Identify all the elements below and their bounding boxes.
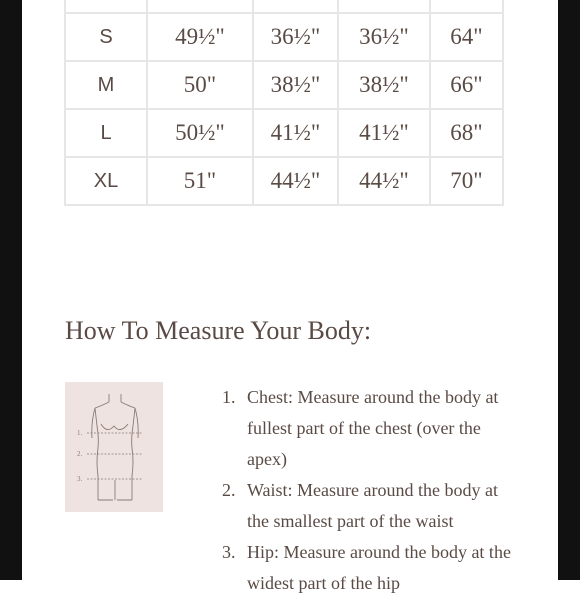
step-text: Waist: Measure around the body at the smallest part of the waist <box>247 480 498 531</box>
table-row <box>65 13 503 61</box>
measurement-cell: 68" <box>430 109 503 157</box>
table-row <box>65 0 503 13</box>
product-description-page[interactable] <box>22 0 558 593</box>
table-row <box>65 157 503 205</box>
step-number: 3. <box>222 542 236 562</box>
list-item <box>222 475 522 537</box>
device-frame-right <box>558 0 580 580</box>
device-frame-left <box>0 0 22 580</box>
measurement-cell: 66" <box>430 61 503 109</box>
measurement-steps-list <box>222 382 522 599</box>
step-number: 1. <box>222 387 236 407</box>
size-label: XL <box>65 157 147 205</box>
table-row <box>65 109 503 157</box>
diagram-label: 1. <box>77 429 83 437</box>
measurement-cell: 36½" <box>338 13 430 61</box>
body-measurement-diagram <box>65 382 163 512</box>
size-label: L <box>65 109 147 157</box>
measurement-cell: 49½" <box>147 13 253 61</box>
measurement-cell: 44½" <box>338 157 430 205</box>
table-cell-empty <box>338 0 430 13</box>
size-label: S <box>65 13 147 61</box>
step-text: Hip: Measure around the body at the widest part of the hip <box>247 542 511 593</box>
diagram-label: 3. <box>77 475 83 483</box>
step-text: Chest: Measure around the body at fullest part of the chest (over the apex) <box>247 387 499 469</box>
measurement-cell: 38½" <box>253 61 338 109</box>
measurement-cell: 38½" <box>338 61 430 109</box>
table-cell-empty <box>65 0 147 13</box>
measurement-cell: 36½" <box>253 13 338 61</box>
table-cell-empty <box>147 0 253 13</box>
measurement-cell: 51" <box>147 157 253 205</box>
table-row <box>65 61 503 109</box>
diagram-label: 2. <box>77 450 83 458</box>
list-item <box>222 537 522 599</box>
measurement-cell: 70" <box>430 157 503 205</box>
table-cell-empty <box>430 0 503 13</box>
measurement-cell: 41½" <box>253 109 338 157</box>
measurement-cell: 64" <box>430 13 503 61</box>
measurement-cell: 50" <box>147 61 253 109</box>
section-heading: How To Measure Your Body: <box>65 316 372 345</box>
list-item <box>222 382 522 475</box>
size-chart-table <box>64 0 504 206</box>
measurement-cell: 44½" <box>253 157 338 205</box>
measurement-cell: 50½" <box>147 109 253 157</box>
measurement-cell: 41½" <box>338 109 430 157</box>
table-cell-empty <box>253 0 338 13</box>
size-label: M <box>65 61 147 109</box>
step-number: 2. <box>222 480 236 500</box>
